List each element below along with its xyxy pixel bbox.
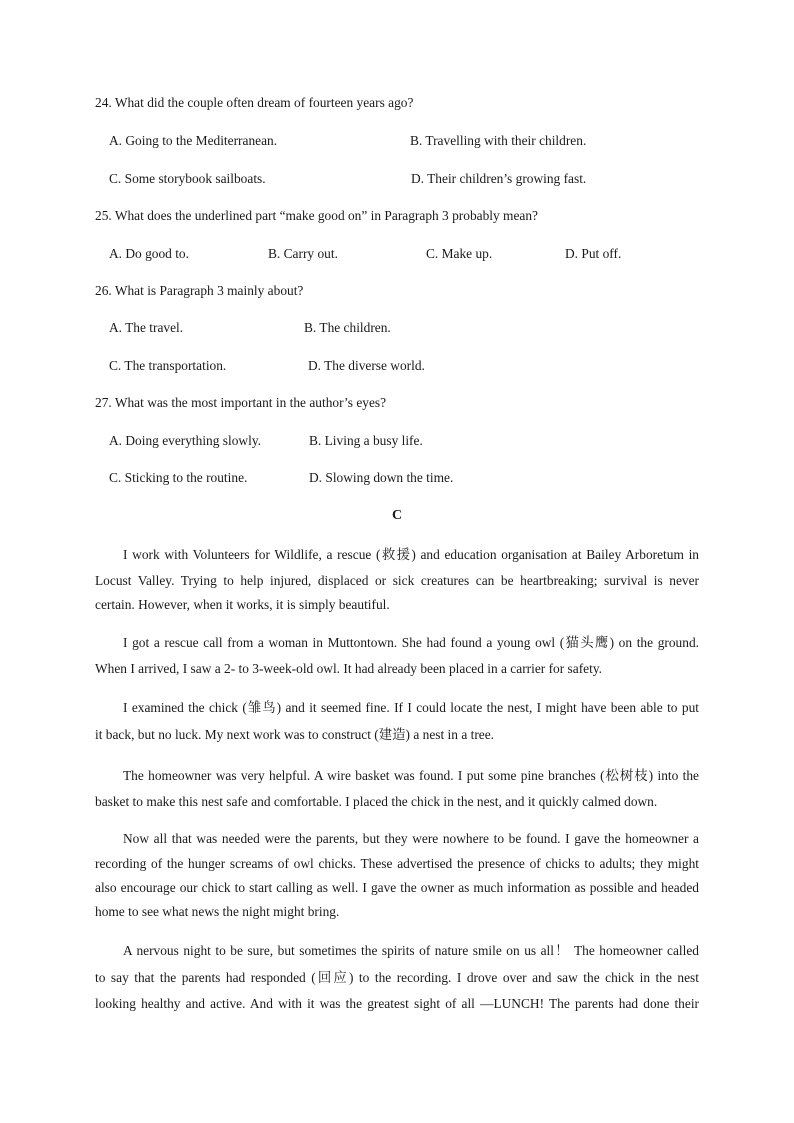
- passage-line: it back, but no luck. My next work was to construct (建造) a nest in a tree.: [95, 727, 495, 742]
- passage-line: certain. However, when it works, it is simply beautiful.: [95, 597, 390, 612]
- question-26-stem: 26. What is Paragraph 3 mainly about?: [95, 283, 304, 298]
- passage-line: to say that the parents had responded (回应) to the recording. I drove over and saw the chick in the nest: [95, 970, 699, 985]
- question-26-option-c: C. The transportation.: [109, 358, 227, 373]
- question-25-option-a: A. Do good to.: [109, 246, 189, 261]
- question-25-option-d: D. Put off.: [565, 246, 622, 261]
- question-26-option-a: A. The travel.: [109, 320, 184, 335]
- question-24-option-b: B. Travelling with their children.: [410, 133, 587, 148]
- passage-line: A nervous night to be sure, but sometimes the spirits of nature smile on us all！ The homeowner called: [123, 943, 699, 958]
- question-26-option-b: B. The children.: [304, 320, 391, 335]
- passage-line: recording of the hunger screams of owl chicks. These advertised the presence of chicks to adults; they might: [95, 856, 699, 871]
- question-26-option-d: D. The diverse world.: [308, 358, 425, 373]
- passage-line: looking healthy and active. And with it was the greatest sight of all —LUNCH! The parents had done their: [95, 996, 699, 1011]
- passage-line: The homeowner was very helpful. A wire basket was found. I put some pine branches (松树枝) into the: [123, 768, 699, 783]
- question-27-option-c: C. Sticking to the routine.: [109, 470, 248, 485]
- passage-line: I got a rescue call from a woman in Muttontown. She had found a young owl (猫头鹰) on the ground.: [123, 635, 699, 650]
- passage-line: I work with Volunteers for Wildlife, a rescue (救援) and education organisation at Bailey Arboretum in: [123, 547, 699, 562]
- question-24-option-a: A. Going to the Mediterranean.: [109, 133, 278, 148]
- passage-line: also encourage our chick to start calling as well. I gave the owner as much information as possible and headed: [95, 880, 699, 895]
- question-27-option-a: A. Doing everything slowly.: [109, 433, 261, 448]
- question-25-option-c: C. Make up.: [426, 246, 493, 261]
- question-27-option-d: D. Slowing down the time.: [309, 470, 454, 485]
- question-24-option-d: D. Their children’s growing fast.: [411, 171, 587, 186]
- question-25-stem: 25. What does the underlined part “make good on” in Paragraph 3 probably mean?: [95, 208, 538, 223]
- section-title: C: [391, 508, 403, 523]
- question-24-stem: 24. What did the couple often dream of fourteen years ago?: [95, 95, 414, 110]
- question-24-option-c: C. Some storybook sailboats.: [109, 171, 266, 186]
- passage-line: Locust Valley. Trying to help injured, displaced or sick creatures can be heartbreaking; survival is never: [95, 573, 699, 588]
- passage-line: When I arrived, I saw a 2- to 3-week-old owl. It had already been placed in a carrier for safety.: [95, 661, 602, 676]
- passage-line: basket to make this nest safe and comfortable. I placed the chick in the nest, and it quickly calmed down.: [95, 794, 658, 809]
- passage-line: Now all that was needed were the parents, but they were nowhere to be found. I gave the homeowner a: [123, 831, 699, 846]
- passage-line: I examined the chick (雏鸟) and it seemed fine. If I could locate the nest, I might have been able to put: [123, 700, 699, 715]
- question-25-option-b: B. Carry out.: [268, 246, 338, 261]
- question-27-option-b: B. Living a busy life.: [309, 433, 423, 448]
- question-27-stem: 27. What was the most important in the author’s eyes?: [95, 395, 387, 410]
- passage-line: home to see what news the night might bring.: [95, 904, 340, 919]
